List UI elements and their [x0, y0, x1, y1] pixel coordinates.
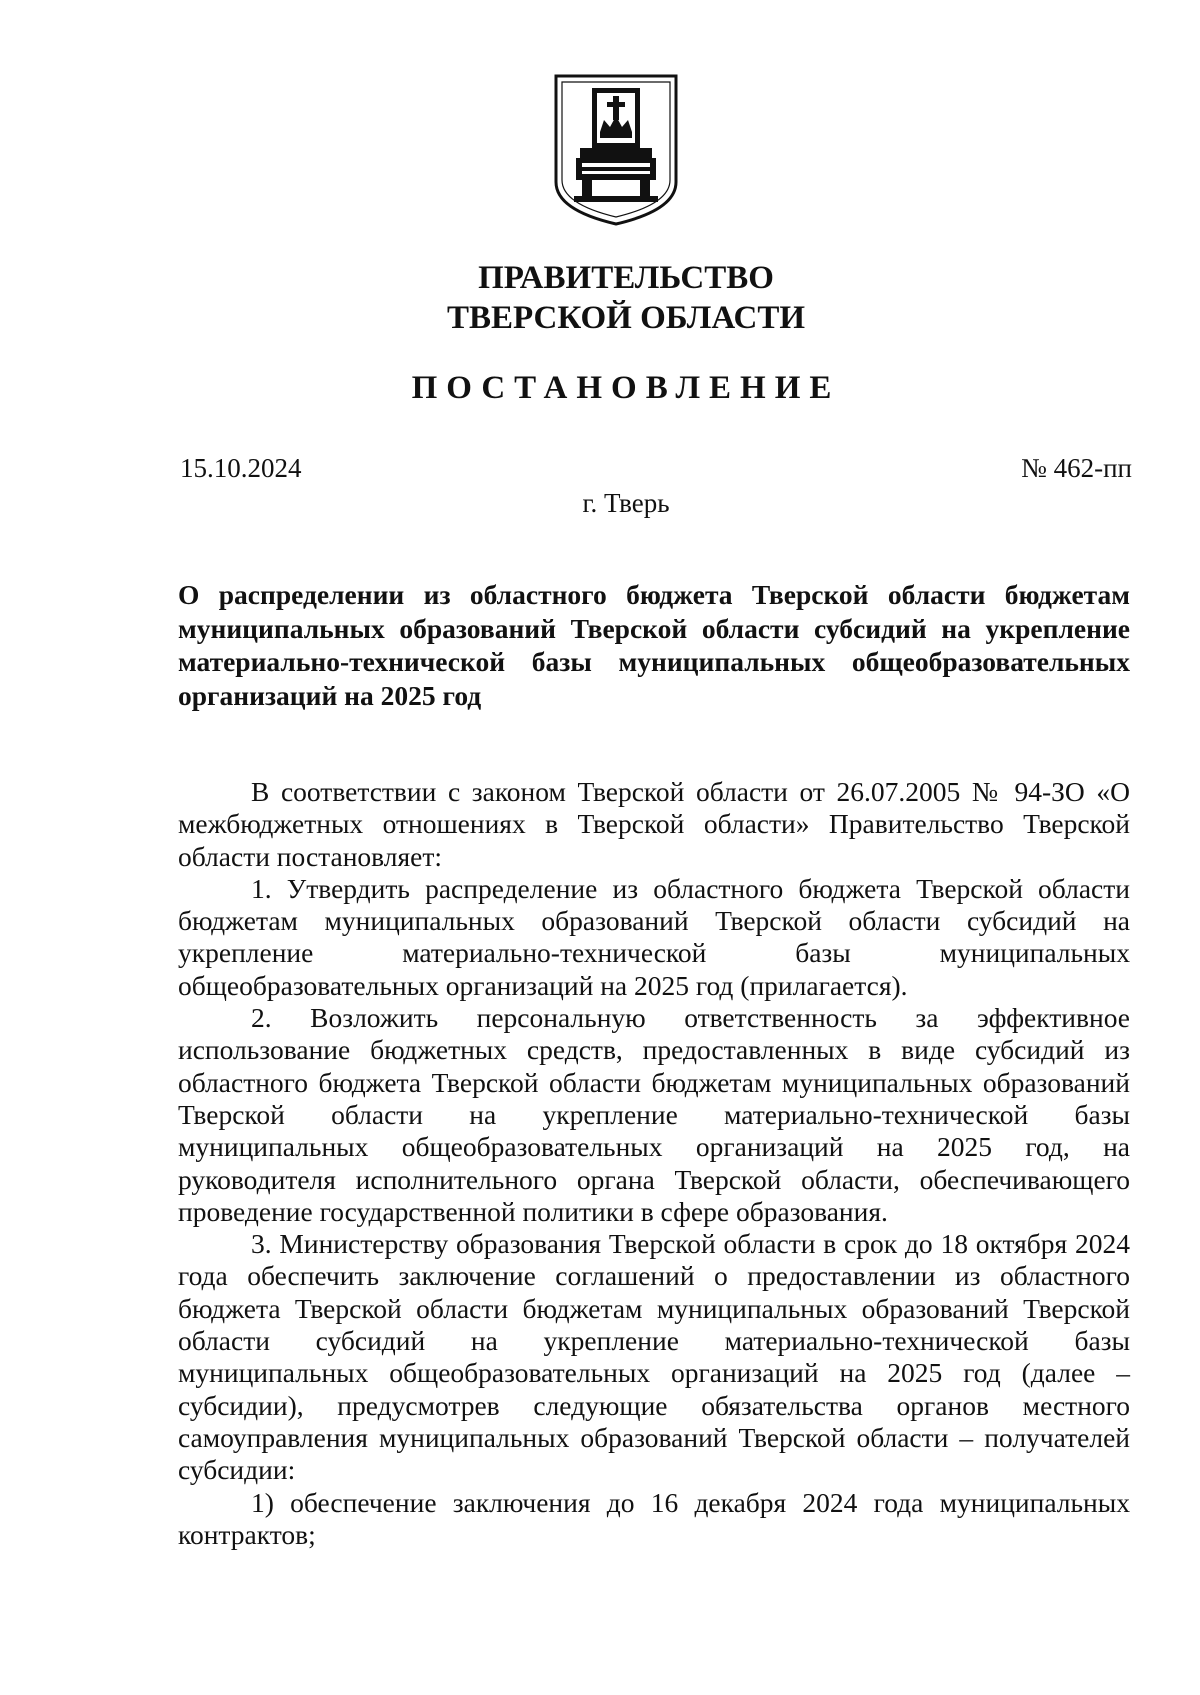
government-name-line1: ПРАВИТЕЛЬСТВО: [478, 260, 774, 296]
document-date: 15.10.2024: [180, 453, 302, 483]
document-type: ПОСТАНОВЛЕНИЕ: [411, 370, 841, 406]
tver-coat-of-arms-icon: [552, 72, 680, 228]
paragraph-item-2: 2. Возложить персональную ответственность за эффективное использование бюджетных средств, предоставленных в виде субсидий из областного бюджета Тверской области бюджетам муниципальных образований Тверской области на укрепление материально-технической базы муниципальных общеобразовательных организаций на 2025 год, на руководителя исполнительного органа Тверской области, обеспечивающего проведение государственной политики в сфере образования.: [178, 1002, 1130, 1227]
paragraph-item-1: 1. Утвердить распределение из областного бюджета Тверской области бюджетам муниципальных образований Тверской области субсидий на укрепление материально-технической базы муниципальных общеобразовательных организаций на 2025 год (прилагается).: [178, 872, 1130, 1001]
document-city: г. Тверь: [582, 488, 670, 518]
government-name-line2: ТВЕРСКОЙ ОБЛАСТИ: [446, 300, 806, 336]
government-name: [0, 258, 1200, 338]
paragraph-preamble: В соответствии с законом Тверской области от 26.07.2005 № 94-ЗО «О межбюджетных отношениях в Тверской области» Правительство Тверской области постановляет:: [178, 776, 1130, 872]
document-title: О распределении из областного бюджета Тверской области бюджетам муниципальных образований Тверской области субсидий на укрепление материально-технической базы муниципальных общеобразовательных организаций на 2025 год: [178, 579, 1130, 711]
document-body: [178, 776, 1130, 1551]
paragraph-item-3: 3. Министерству образования Тверской области в срок до 18 октября 2024 года обеспечить заключение соглашений о предоставлении из областного бюджета Тверской области бюджетам муниципальных образований Тверской области субсидий на укрепление материально-технической базы муниципальных общеобразовательных организаций на 2025 год (далее – субсидии), предусмотрев следующие обязательства органов местного самоуправления муниципальных образований Тверской области – получателей субсидии:: [178, 1228, 1130, 1486]
paragraph-subitem-1: 1) обеспечение заключения до 16 декабря 2024 года муниципальных контрактов;: [178, 1486, 1130, 1550]
document-number: № 462-пп: [1021, 453, 1132, 483]
